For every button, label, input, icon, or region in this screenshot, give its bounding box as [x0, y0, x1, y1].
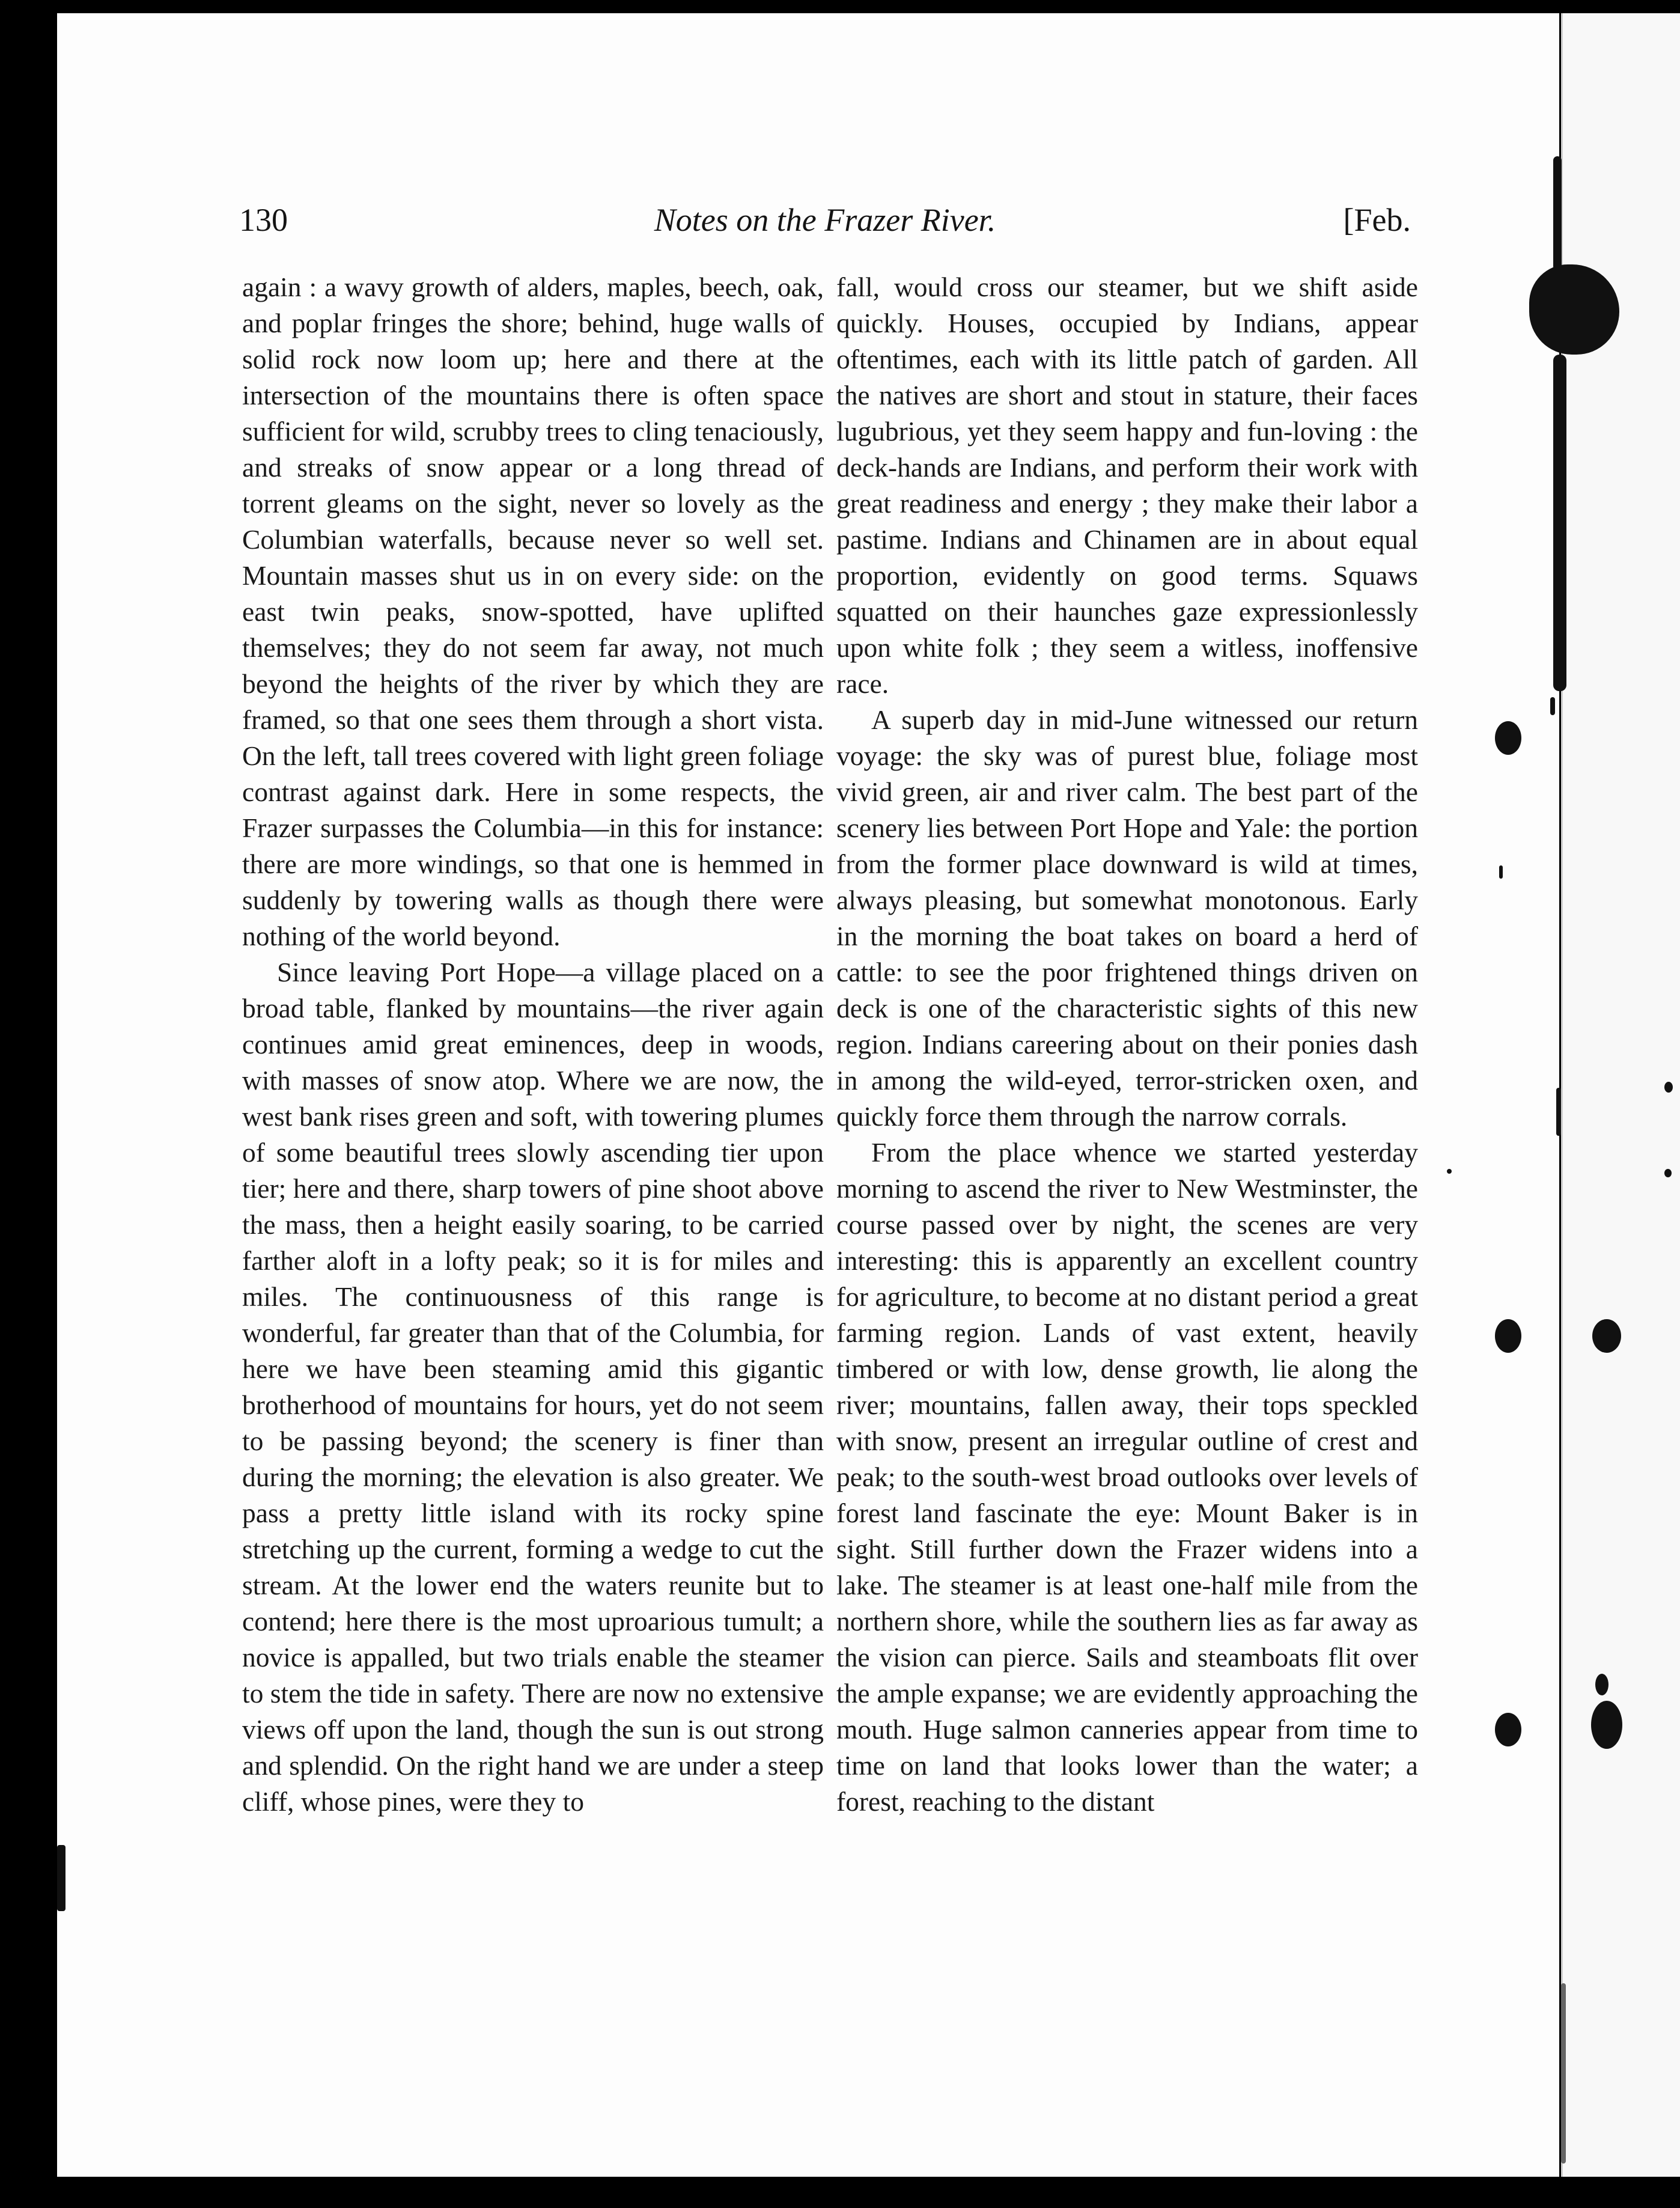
ink-blot — [1553, 156, 1562, 270]
ink-blot — [1495, 1713, 1521, 1746]
ink-blot — [1664, 1169, 1672, 1177]
ink-blot — [1592, 1319, 1621, 1353]
paragraph: A superb day in mid-June witnessed our return voyage: the sky was of purest blue, foliage most vivid green, air and river calm. The best part of the scenery lies between Port Hope and Yale: the portion from the former place downward is wild at times, always pleasing, but somewhat monotonous. Early in the morning the boat takes on board a herd of cattle: to see the poor frightened things driven on deck is one of the characteristic sights of this new region. Indians careering about on their ponies dash in among the wild-eyed, terror-stricken oxen, and quickly force them through the narrow corrals. — [836, 704, 1418, 1132]
ink-blot — [1550, 697, 1555, 715]
ink-blot — [1664, 1082, 1673, 1093]
ink-blot — [1447, 1169, 1452, 1174]
ink-blot — [1561, 1983, 1566, 2164]
running-title: Notes on the Frazer River. — [654, 202, 996, 238]
right-column — [836, 269, 1418, 1820]
paragraph: From the place whence we started yesterday morning to ascend the river to New Westminster, the course passed over by night, the scenes are very interesting: this is apparently an excellent country for agriculture, to become at no distant period a great farming region. Lands of vast extent, heavily timbered or with low, dense growth, lie along the river; mountains, fallen away, their tops speckled with snow, present an irregular outline of crest and peak; to the south-west broad outlooks over levels of forest land fascinate the eye: Mount Baker is in sight. Still further down the Frazer widens into a lake. The steamer is at least one-half mile from the northern shore, while the southern lies as far away as the vision can pierce. Sails and steamboats flit over the ample expanse; we are evidently approaching the mouth. Huge salmon canneries appear from time to time on land that looks lower than the water; a forest, reaching to the distant — [836, 1137, 1418, 1817]
page-header — [239, 201, 1411, 249]
page-number: 130 — [239, 202, 288, 238]
ink-blot — [1591, 1701, 1622, 1749]
ink-blot — [57, 1845, 65, 1911]
left-column — [242, 269, 824, 1820]
ink-blot — [1499, 865, 1503, 879]
paragraph: Since leaving Port Hope—a village placed on a broad table, flanked by mountains—the river again continues amid great eminences, deep in woods, with masses of snow atop. Where we are now, the west bank rises green and soft, with towering plumes of some beautiful trees slowly ascending tier upon tier; here and there, sharp towers of pine shoot above the mass, then a height easily soaring, to be carried farther aloft in a lofty peak; so it is for miles and miles. The continuousness of this range is wonderful, far greater than that of the Columbia, for here we have been steaming amid this gigantic brotherhood of mountains for hours, yet do not seem to be passing beyond; the scenery is finer than during the morning; the elevation is also greater. We pass a pretty little island with its rocky spine stretching up the current, forming a wedge to cut the stream. At the lower end the waters reunite but to contend; here there is the most uproarious tumult; a novice is appalled, but two trials enable the steamer to stem the tide in safety. There are now no extensive views off upon the land, though the sun is out strong and splendid. On the right hand we are under a steep cliff, whose pines, were they to — [242, 957, 824, 1817]
ink-blot — [1553, 355, 1566, 691]
paragraph: fall, would cross our steamer, but we shift aside quickly. Houses, occupied by Indians, appear oftentimes, each with its little patch of garden. All the natives are short and stout in stature, their faces lugubrious, yet they seem happy and fun-loving : the deck-hands are Indians, and perform their work with great readiness and energy ; they make their labor a pastime. Indians and Chinamen are in about equal proportion, evidently on good terms. Squaws squatted on their haunches gaze expressionlessly upon white folk ; they seem a witless, inoffensive race. — [836, 272, 1418, 699]
ink-blot — [1495, 1319, 1521, 1353]
running-date: [Feb. — [1343, 202, 1411, 238]
ink-blot — [1495, 721, 1521, 755]
ink-blot — [1595, 1674, 1608, 1695]
paragraph: again : a wavy growth of alders, maples, beech, oak, and poplar fringes the shore; behind, huge walls of solid rock now loom up; here and there at the intersection of the mountains there is often space sufficient for wild, scrubby trees to cling tenaciously, and streaks of snow appear or a long thread of torrent gleams on the sight, never so lovely as the Columbian waterfalls, because never so well set. Mountain masses shut us in on every side: on the east twin peaks, snow-spotted, have uplifted themselves; they do not seem far away, not much beyond the heights of the river by which they are framed, so that one sees them through a short vista. On the left, tall trees covered with light green foliage contrast against dark. Here in some respects, the Frazer surpasses the Columbia—in this for instance: there are more windings, so that one is hemmed in suddenly by towering walls as though there were nothing of the world beyond. — [242, 272, 824, 951]
ink-blot — [1556, 1088, 1561, 1136]
